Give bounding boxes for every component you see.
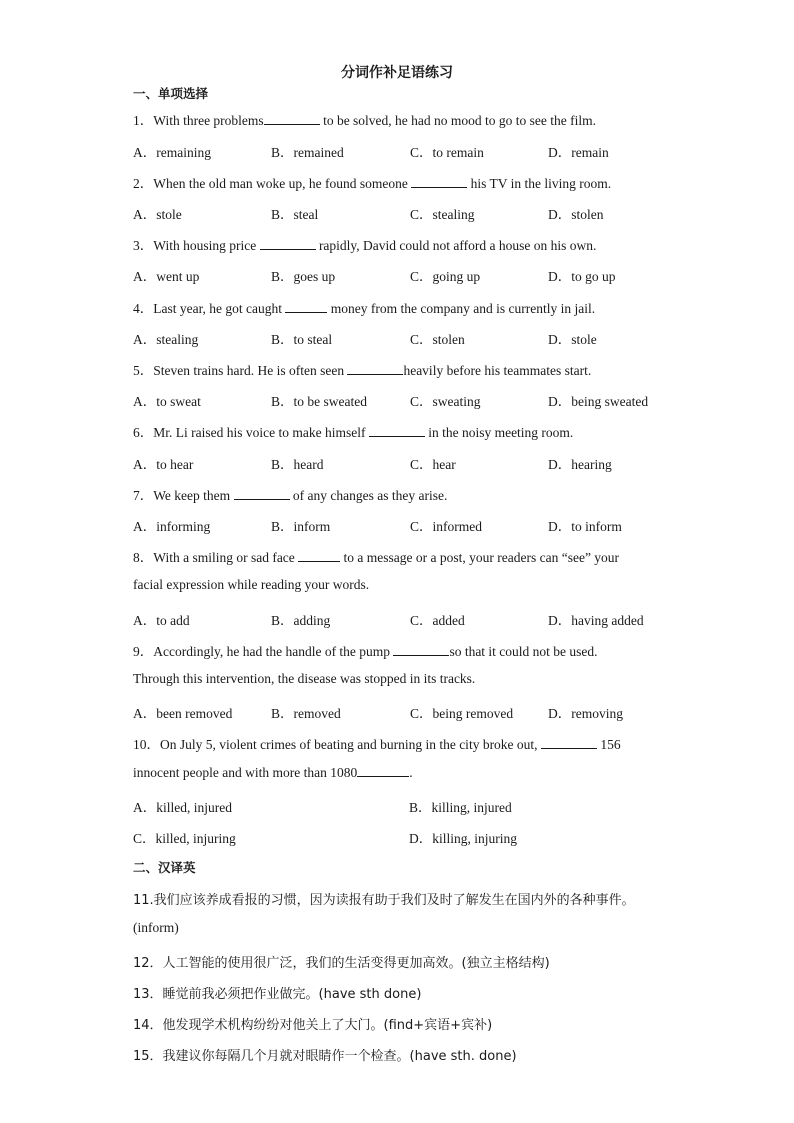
question-text-post: his TV in the living room. xyxy=(467,176,612,191)
option-b[interactable]: B．steal xyxy=(271,207,319,222)
question-text-pre: innocent people and with more than 1080 xyxy=(133,765,358,780)
question-text-post: heavily before his teammates start. xyxy=(403,363,592,378)
translation-item-11-hint: (inform) xyxy=(133,920,179,935)
question-number: 6． xyxy=(133,425,154,440)
question-9 xyxy=(133,640,598,660)
option-d[interactable]: D．remain xyxy=(548,145,609,160)
option-a[interactable]: A．to add xyxy=(133,613,190,628)
option-d[interactable]: D．having added xyxy=(548,613,644,628)
answer-blank[interactable] xyxy=(393,643,449,656)
option-d[interactable]: D．stole xyxy=(548,332,597,347)
option-b[interactable]: B．to steal xyxy=(271,332,333,347)
question-text-post: of any changes as they arise. xyxy=(289,488,448,503)
question-number: 7． xyxy=(133,488,154,503)
question-text-post: money from the company and is currently in jail. xyxy=(327,301,596,316)
option-c[interactable]: C．to remain xyxy=(410,145,484,160)
option-d[interactable]: D．being sweated xyxy=(548,394,649,409)
option-b[interactable]: B．remained xyxy=(271,145,344,160)
question-text-pre: Accordingly, he had the handle of the pump xyxy=(153,644,394,659)
question-text-pre: Steven trains hard. He is often seen xyxy=(153,363,348,378)
option-d[interactable]: D．to inform xyxy=(548,519,622,534)
option-b[interactable]: B．killing, injured xyxy=(409,800,512,815)
question-text-post: in the noisy meeting room. xyxy=(424,425,574,440)
question-8 xyxy=(133,546,619,566)
option-d[interactable]: D．stolen xyxy=(548,207,604,222)
question-text-post: to be solved, he had no mood to go to see the film. xyxy=(319,113,597,128)
option-b[interactable]: B．inform xyxy=(271,519,331,534)
answer-blank[interactable] xyxy=(411,175,467,188)
option-c[interactable]: C．added xyxy=(410,613,465,628)
option-b[interactable]: B．removed xyxy=(271,706,341,721)
option-c[interactable]: C．informed xyxy=(410,519,482,534)
option-b[interactable]: B．heard xyxy=(271,457,324,472)
option-d[interactable]: D．hearing xyxy=(548,457,612,472)
question-text-post: so that it could not be used. xyxy=(449,644,598,659)
question-3 xyxy=(133,234,596,254)
option-a[interactable]: A．went up xyxy=(133,269,200,284)
section-multiple-choice-heading: 一、单项选择 xyxy=(133,86,209,101)
question-text-pre: With three problems xyxy=(153,113,264,128)
question-4 xyxy=(133,297,595,317)
question-text-pre: When the old man woke up, he found someone xyxy=(153,176,412,191)
answer-blank[interactable] xyxy=(234,487,290,500)
question-text-pre: On July 5, violent crimes of beating and burning in the city broke out, xyxy=(160,737,541,752)
answer-blank[interactable] xyxy=(347,362,403,375)
option-c[interactable]: C．hear xyxy=(410,457,456,472)
option-b[interactable]: B．adding xyxy=(271,613,331,628)
question-9-continuation: Through this intervention, the disease was stopped in its tracks. xyxy=(133,671,476,686)
question-number: 8． xyxy=(133,550,154,565)
translation-item-11: 11.我们应该养成看报的习惯，因为读报有助于我们及时了解发生在国内外的各种事件。 xyxy=(133,893,635,908)
option-c[interactable]: C．sweating xyxy=(410,394,481,409)
question-number: 10． xyxy=(133,737,160,752)
option-a[interactable]: A．to sweat xyxy=(133,394,201,409)
question-text-post: to a message or a post, your readers can “see” your xyxy=(340,550,620,565)
question-number: 5． xyxy=(133,363,154,378)
question-number: 2． xyxy=(133,176,154,191)
option-a[interactable]: A．stole xyxy=(133,207,182,222)
answer-blank[interactable] xyxy=(285,300,327,313)
question-text-pre: With housing price xyxy=(153,238,260,253)
option-d[interactable]: D．removing xyxy=(548,706,623,721)
answer-blank[interactable] xyxy=(298,549,340,562)
answer-blank[interactable] xyxy=(260,237,316,250)
translation-item-15: 15．我建议你每隔几个月就对眼睛作一个检查。(have sth. done) xyxy=(133,1049,517,1064)
option-d[interactable]: D．killing, injuring xyxy=(409,831,517,846)
section-translation-heading: 二、汉译英 xyxy=(133,860,196,875)
option-c[interactable]: C．killed, injuring xyxy=(133,831,236,846)
option-c[interactable]: C．stolen xyxy=(410,332,465,347)
option-a[interactable]: A．remaining xyxy=(133,145,211,160)
question-number: 4． xyxy=(133,301,154,316)
question-5 xyxy=(133,359,591,379)
translation-item-12: 12．人工智能的使用很广泛，我们的生活变得更加高效。(独立主格结构) xyxy=(133,956,550,971)
question-number: 9． xyxy=(133,644,154,659)
question-2 xyxy=(133,172,611,192)
question-number: 3． xyxy=(133,238,154,253)
question-8-continuation: facial expression while reading your words. xyxy=(133,577,370,592)
option-c[interactable]: C．stealing xyxy=(410,207,475,222)
question-10-continuation xyxy=(133,764,413,781)
option-c[interactable]: C．going up xyxy=(410,269,481,284)
question-6 xyxy=(133,421,573,441)
option-b[interactable]: B．goes up xyxy=(271,269,336,284)
question-1 xyxy=(133,109,596,129)
question-text-pre: With a smiling or sad face xyxy=(153,550,299,565)
question-10 xyxy=(133,733,621,753)
question-text-post: . xyxy=(409,765,413,780)
option-d[interactable]: D．to go up xyxy=(548,269,616,284)
question-text-pre: Mr. Li raised his voice to make himself xyxy=(153,425,369,440)
question-text-post: 156 xyxy=(596,737,621,752)
question-text-pre: Last year, he got caught xyxy=(153,301,286,316)
option-a[interactable]: A．to hear xyxy=(133,457,194,472)
answer-blank[interactable] xyxy=(357,764,409,777)
question-text-post: rapidly, David could not afford a house on his own. xyxy=(315,238,597,253)
question-7 xyxy=(133,484,447,504)
option-b[interactable]: B．to be sweated xyxy=(271,394,367,409)
option-a[interactable]: A．informing xyxy=(133,519,211,534)
option-a[interactable]: A．stealing xyxy=(133,332,199,347)
worksheet-title: 分词作补足语练习 xyxy=(341,65,453,81)
option-a[interactable]: A．killed, injured xyxy=(133,800,232,815)
question-text-pre: We keep them xyxy=(153,488,234,503)
option-c[interactable]: C．being removed xyxy=(410,706,514,721)
question-number: 1． xyxy=(133,113,154,128)
answer-blank[interactable] xyxy=(264,112,320,125)
translation-item-13: 13．睡觉前我必须把作业做完。(have sth done) xyxy=(133,987,422,1002)
option-a[interactable]: A．been removed xyxy=(133,706,233,721)
answer-blank[interactable] xyxy=(369,424,425,437)
answer-blank[interactable] xyxy=(541,736,597,749)
translation-item-14: 14．他发现学术机构纷纷对他关上了大门。(find+宾语+宾补) xyxy=(133,1018,493,1033)
